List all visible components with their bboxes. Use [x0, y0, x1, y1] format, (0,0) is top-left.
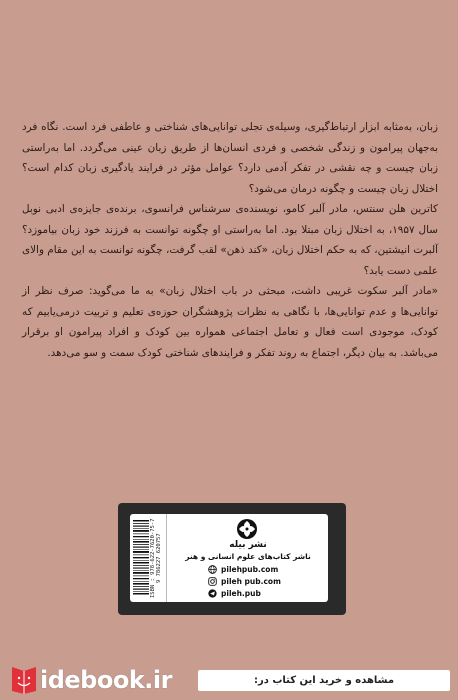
website-text: pilehpub.com	[221, 565, 279, 574]
instagram-icon	[208, 577, 217, 586]
paragraph-book-summary: «مادر آلبر سکوت غریبی داشت، مبحثی در باب اختلال زبان» به ما می‌گوید: صرف نظر از توانایی‌ها و عدم توانایی‌ها، با نگاهی به نظرات پژوهشگران حوزه‌ی تعلیم و تربیت درمی‌یابیم که کودک، موجودی است فعال و تعامل اجتماعی همواره بین کودک و افراد پیرامون او برقرار می‌باشد. به بیان دیگر، اجتماع به روند تفکر و فرایندهای شناختی کودک سمت و سو می‌دهد.	[22, 285, 438, 359]
instagram-text: pileh pub.com	[221, 577, 281, 586]
idebook-logo[interactable]: idebook.ir	[40, 666, 172, 694]
website-row	[208, 564, 308, 575]
telegram-icon	[208, 589, 217, 598]
publisher-name: نشر بیله	[229, 540, 267, 550]
paragraph-camus-mother: کاترین هلن سنتس، مادر آلبر کامو، نویسنده‌ی سرشناس فرانسوی، برنده‌ی جایزه‌ی ادبی نوبل سال ۱۹۵۷، به اختلال زبان مبتلا بود. اما به‌راستی او چگونه توانست به فرزند خود زبان بیاموزد؟ آلبرت انیشتین، که به حکم اختلال زبان، «کند ذهن» لقب گرفت، چگونه توانست به این مقام والای علمی دست یابد؟	[22, 203, 438, 277]
publisher-label	[130, 514, 328, 602]
barcode-digits: 9 786227 620757	[156, 533, 162, 583]
isbn-number	[150, 518, 164, 598]
publisher-tagline: ناشر کتاب‌های علوم انسانی و هنر	[185, 552, 311, 561]
paragraph-intro: زبان، به‌مثابه ابزار ارتباط‌گیری، وسیله‌ی تجلی توانایی‌های شناختی و عاطفی فرد است. نگاه فرد به‌جهان پیرامون و زندگی شخصی و فردی انسان‌ها از طریق زبان عینی می‌گردد. اما به‌راستی زبان چیست و چه نقشی در تفکر آدمی دارد؟ عوامل مؤثر در فرایند یادگیری زبان کدام است؟ اختلال زبان چیست و چگونه درمان می‌شود؟	[22, 121, 438, 195]
book-icon	[10, 663, 38, 695]
barcode	[132, 518, 150, 598]
telegram-text: pileh.pub	[221, 589, 261, 598]
instagram-row	[208, 576, 308, 587]
watermark-banner[interactable]: مشاهده و خرید این کتاب در:	[198, 670, 450, 691]
globe-icon	[208, 565, 217, 574]
back-cover-text	[22, 117, 438, 363]
publisher-info	[168, 514, 328, 602]
pileh-logo-icon	[236, 518, 258, 540]
isbn-strip	[130, 514, 167, 602]
isbn-label: ISBN : 978-622-7620-75-7	[150, 518, 156, 598]
telegram-row	[208, 588, 308, 599]
